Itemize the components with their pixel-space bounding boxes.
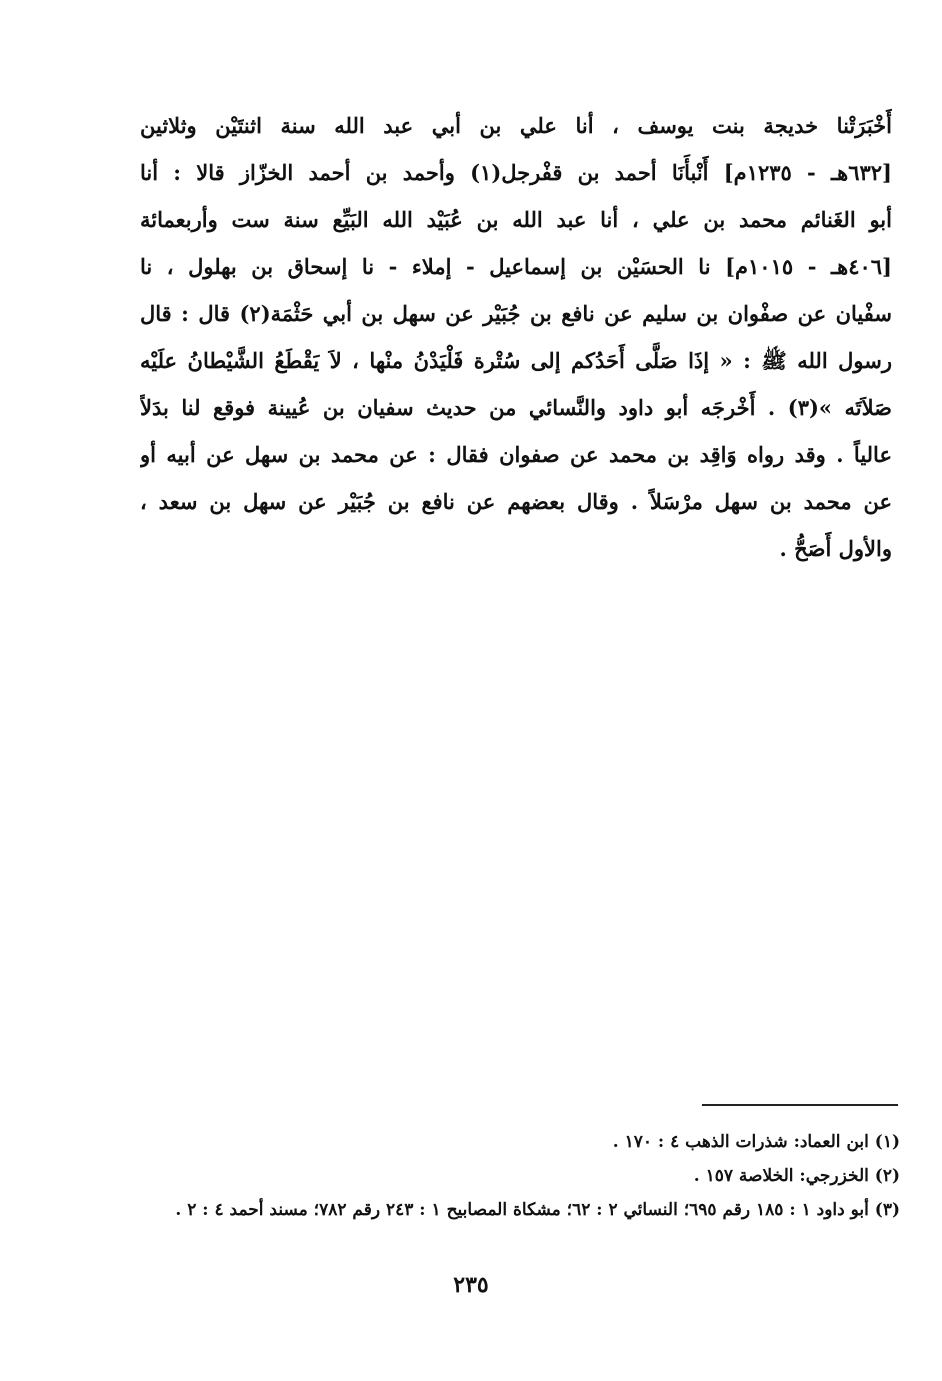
text-line-3: أبو الغَنائم محمد بن علي ، أنا عبد الله بن عُبَيْد الله البَيِّع سنة ست وأربعمائة xyxy=(140,207,892,232)
text-line-9: عن محمد بن سهل مرْسَلاً . وقال بعضهم عن نافع بن جُبَيْر عن سهل بن سعد ، xyxy=(140,489,892,514)
page-number: ٢٣٥ xyxy=(453,1272,489,1298)
text-line-5: سفْيان عن صفْوان بن سليم عن نافع بن جُبَيْر عن سهل بن أبي حَثْمَة(٢) قال : قال xyxy=(140,301,892,326)
text-line-6: رسول الله ﷺ : « إذَا صَلَّى أَحَدُكم إلى سُتْرة فَلْيَدْنُ منْها ، لاَ يَقْطَعُ الشَّيْطانُ علَيْه xyxy=(140,348,892,373)
text-line-7: صَلاَتَه »(٣) . أَخْرجَه أبو داود والنَّسائي من حديث سفيان بن عُيينة فوقع لنا بدَلاً xyxy=(140,395,892,420)
main-text-body xyxy=(140,102,892,572)
footnote-1: (١) ابن العماد: شذرات الذهب ٤ : ١٧٠ . xyxy=(612,1132,900,1152)
text-line-10: والأول أَصَحُّ . xyxy=(779,536,892,561)
footnote-separator xyxy=(702,1104,898,1106)
text-line-1: أَخْبَرَتْنا خديجة بنت يوسف ، أنا علي بن أبي عبد الله سنة اثنتَيْن وثلاثين xyxy=(140,113,892,138)
text-line-8: عالياً . وقد رواه وَاقِد بن محمد عن صفوان فقال : عن محمد بن سهل عن أبيه أو xyxy=(140,442,892,467)
footnote-3: (٣) أبو داود ١ : ١٨٥ رقم ٦٩٥؛ النسائي ٢ : ٦٢؛ مشكاة المصابيح ١ : ٢٤٣ رقم ٧٨٢؛ مسند أحمد ٤ : ٢ . xyxy=(175,1200,900,1220)
text-line-4: [٤٠٦هـ - ١٠١٥م] نا الحسَيْن بن إسماعيل - إملاء - نا إسحاق بن بهلول ، نا xyxy=(140,254,892,279)
footnote-2: (٢) الخزرجي: الخلاصة ١٥٧ . xyxy=(693,1166,900,1186)
footnotes xyxy=(160,1125,900,1227)
text-line-2: [٦٣٢هـ - ١٢٣٥م] أَنْبأَنَا أحمد بن قفْرجل(١) وأحمد بن أحمد الخزّاز قالا : أنا xyxy=(140,160,892,185)
